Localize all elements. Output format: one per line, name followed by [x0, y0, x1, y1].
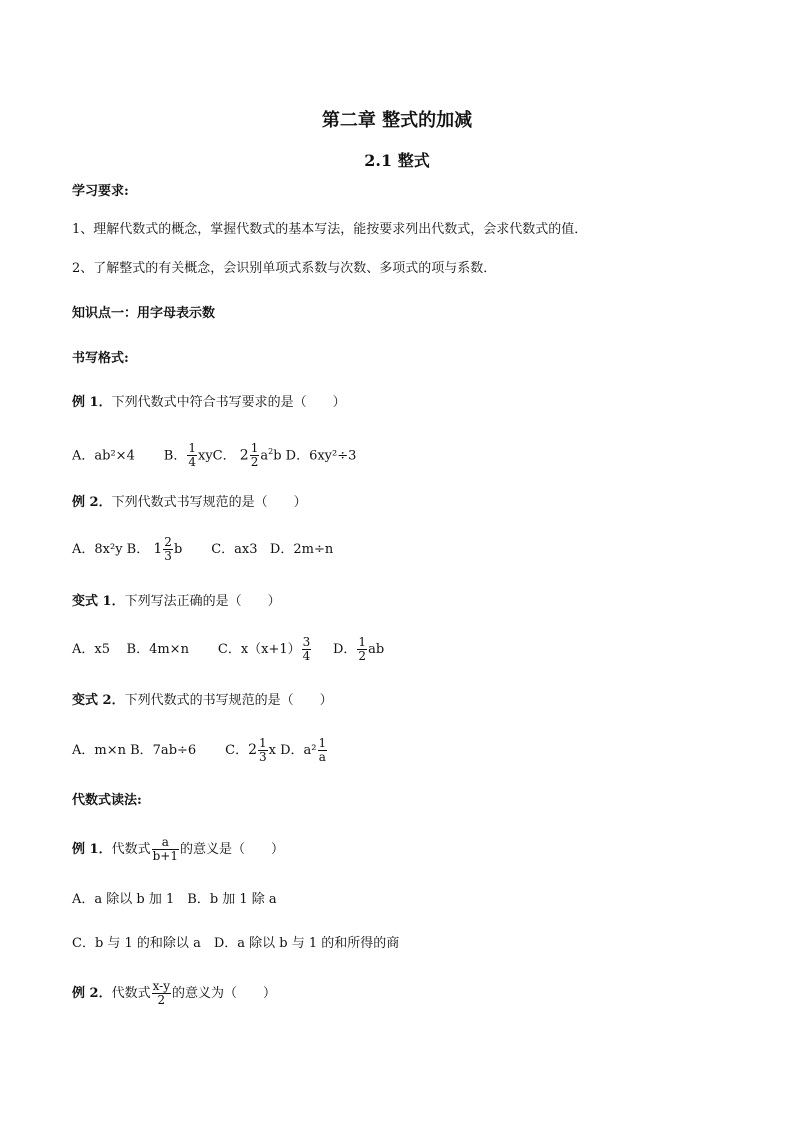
example-label: 例 2． — [72, 986, 112, 1001]
example-2-options: A．8x²y B． 1 $\frac{2}{3}$ b C．ax3 D．2m÷n — [72, 535, 334, 563]
fraction: $\frac{3}{4}$ — [302, 635, 311, 663]
option-d: D．6xy²÷3 — [285, 448, 357, 464]
reading-example-2-question: 例 2．代数式 $\frac{x-y}{2}$ 的意义为（ ） — [72, 979, 276, 1007]
option-d-prefix: D．a² — [280, 743, 317, 758]
variant-label: 变式 1． — [72, 594, 125, 609]
variant-1-question — [72, 593, 281, 611]
example-label: 例 2． — [72, 495, 112, 510]
requirement-item-1: 1、理解代数式的概念，掌握代数式的基本写法，能按要求列出代数式，会求代数式的值． — [72, 222, 588, 237]
mixed-number-whole: 2 — [248, 742, 257, 758]
option-a: A．8x²y B． — [72, 542, 150, 557]
variant-2-options: A．m×n B．7ab÷6 C．2 $\frac{1}{3}$ x D．a² $\frac{1}{a}$ — [72, 736, 327, 764]
example-label: 例 1． — [72, 842, 112, 857]
reading-example-1-question: 例 1．代数式 $\frac{a}{b+1}$ 的意义是（ ） — [72, 835, 284, 863]
example-label: 例 1． — [72, 395, 112, 410]
fraction: $\frac{1}{4}$ — [188, 441, 196, 470]
fraction: $\frac{1}{a}$ — [318, 736, 327, 764]
example-1-options: A．ab²×4 B． $\frac{1}{4}$ xyC． 2 $\frac{1}{2}$ $a^2b$ D．6xy²÷3 — [72, 441, 357, 470]
fraction: $\frac{1}{2}$ — [250, 441, 259, 470]
option-d: D．2m÷n — [269, 542, 334, 557]
variant-1-options: A．x5 B．4m×n C．x（x+1） $\frac{3}{4}$ D． $\frac{1}{2}$ ab — [72, 635, 385, 663]
requirements-heading: 学习要求: — [72, 184, 129, 199]
reading-example-1-options-cd: C．b 与 1 的和除以 a D．a 除以 b 与 1 的和所得的商 — [72, 936, 400, 951]
option-a-b: A．m×n B．7ab÷6 — [72, 743, 197, 758]
fraction: $\frac{2}{3}$ — [164, 535, 172, 563]
option-c-prefix: C． — [212, 448, 236, 464]
example-1-question — [72, 394, 346, 412]
question-text: 下列代数式书写规范的是（ ） — [111, 495, 307, 510]
variant-label: 变式 2． — [72, 693, 125, 708]
reading-example-1-options-ab: A．a 除以 b 加 1 B．b 加 1 除 a — [72, 892, 277, 907]
fraction: $\frac{1}{3}$ — [259, 736, 267, 764]
question-text: 下列代数式的书写规范的是（ ） — [124, 693, 333, 708]
reading-heading: 代数式读法: — [72, 793, 142, 808]
option-a: A．ab²×4 — [72, 448, 135, 464]
example-2-question — [72, 494, 307, 512]
chapter-title: 第二章 整式的加减 — [321, 110, 473, 131]
question-text: 下列代数式中符合书写要求的是（ ） — [111, 395, 346, 410]
option-b: B．4m×n — [126, 642, 189, 657]
mixed-number-whole: 2 — [239, 447, 249, 464]
option-c: C．ax3 — [211, 542, 258, 557]
option-a: A．x5 — [72, 642, 110, 657]
option-b-prefix: B． — [163, 448, 187, 464]
variant-2-question — [72, 692, 333, 710]
section-title: 2.1 整式 — [364, 151, 430, 170]
fraction: $\frac{a}{b+1}$ — [152, 835, 178, 863]
fraction: $\frac{x-y}{2}$ — [152, 979, 170, 1007]
question-text: 下列写法正确的是（ ） — [124, 594, 281, 609]
requirement-item-2: 2、了解整式的有关概念，会识别单项式系数与次数、多项式的项与系数． — [72, 261, 497, 276]
writing-format-heading: 书写格式: — [72, 351, 129, 366]
option-d-prefix: D． — [332, 642, 357, 657]
knowledge-point-heading: 知识点一：用字母表示数 — [72, 306, 216, 321]
mixed-number-whole: 1 — [153, 541, 163, 557]
fraction: $\frac{1}{2}$ — [358, 635, 367, 663]
option-c: C．x（x+1） — [217, 642, 301, 657]
option-c-prefix: C． — [225, 743, 249, 758]
